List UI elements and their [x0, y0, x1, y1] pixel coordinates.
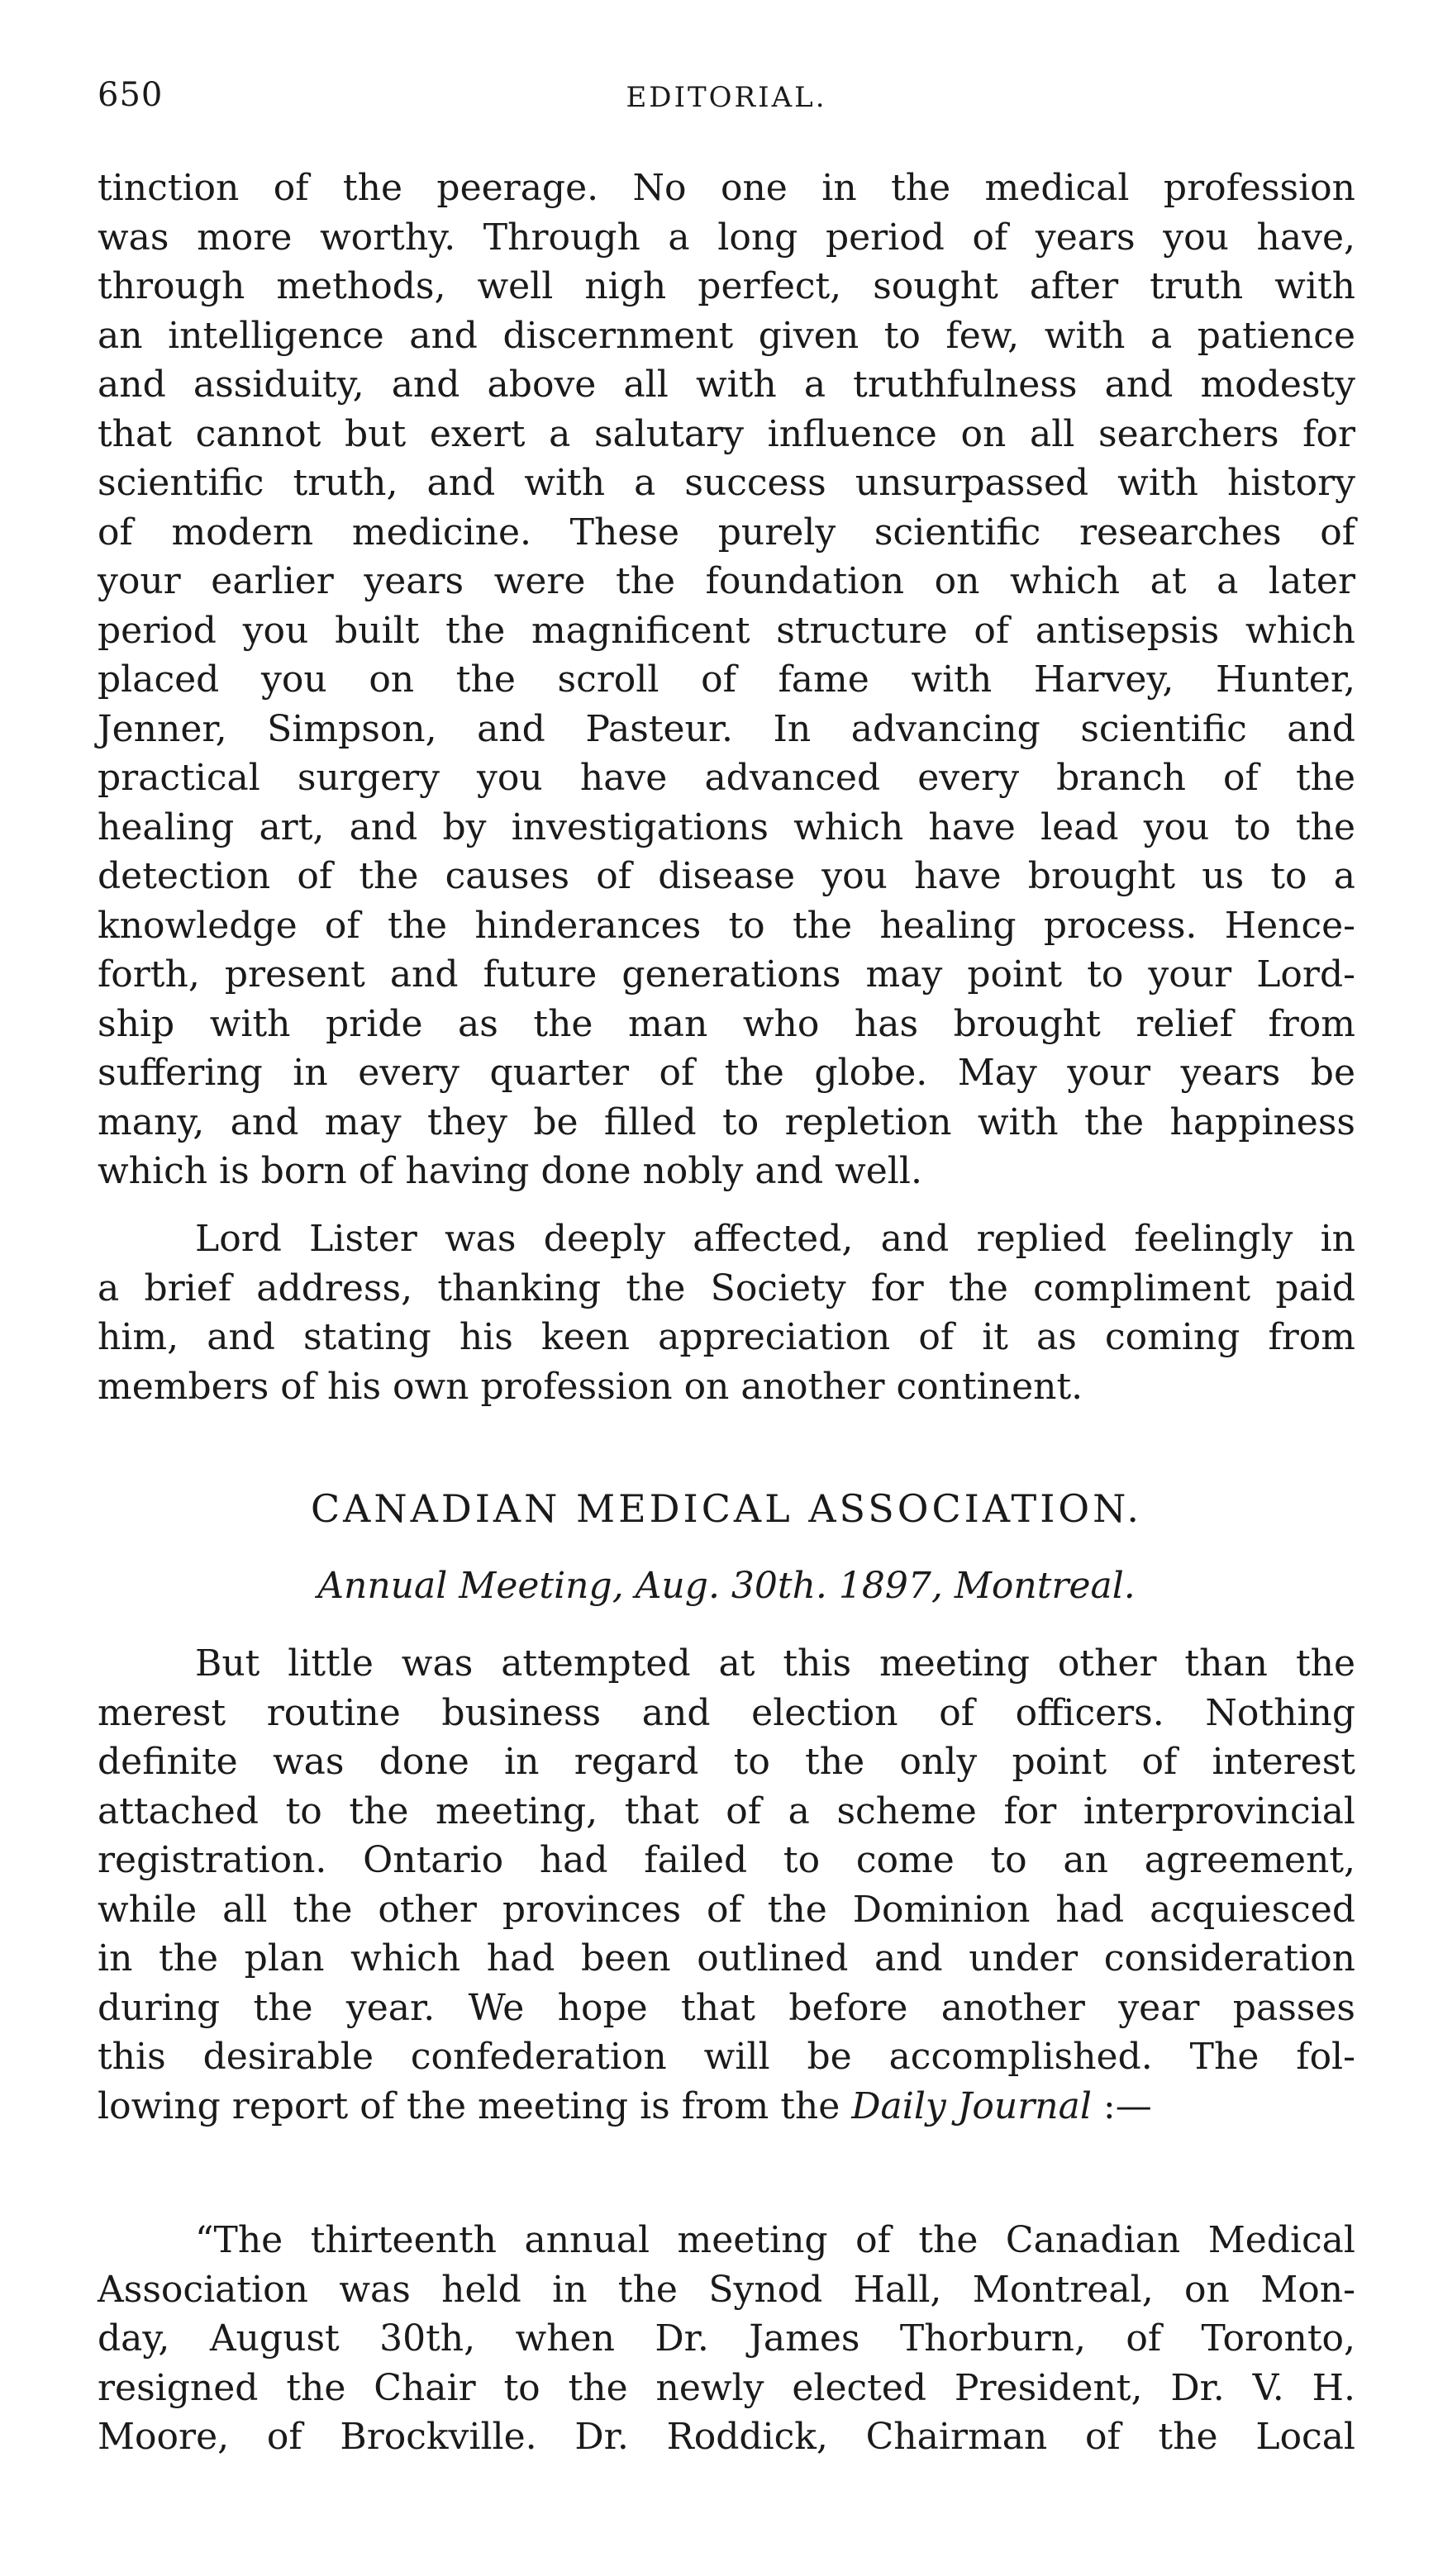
- text-line: this desirable confederation will be accomplished. The fol-: [98, 2036, 1355, 2078]
- text-line: definite was done in regard to the only point of interest: [98, 1741, 1355, 1783]
- page-number: 650: [98, 76, 164, 114]
- paragraph-2: [98, 1214, 1355, 1411]
- text-line: Jenner, Simpson, and Pasteur. In advancing scientific and: [98, 707, 1355, 750]
- text-line: registration. Ontario had failed to come to an agreement,: [98, 1839, 1355, 1881]
- text-line: scientific truth, and with a success unsurpassed with history: [98, 462, 1355, 504]
- text-line: day, August 30th, when Dr. James Thorburn, of Toronto,: [98, 2317, 1355, 2360]
- running-head: EDITORIAL.: [626, 81, 827, 114]
- text-line: your earlier years were the foundation on which at a later: [98, 560, 1355, 602]
- text-line: suffering in every quarter of the globe. May your years be: [98, 1052, 1355, 1094]
- text-line: a brief address, thanking the Society for the compliment paid: [98, 1267, 1355, 1309]
- text-line: him, and stating his keen appreciation of it as coming from: [98, 1316, 1355, 1358]
- text-line: which is born of having done nobly and well.: [98, 1150, 922, 1192]
- text-run: :—: [1091, 2084, 1152, 2127]
- text-line: during the year. We hope that before another year passes: [98, 1986, 1355, 2029]
- text-line: Moore, of Brockville. Dr. Roddick, Chairman of the Local: [98, 2416, 1355, 2458]
- text-line: practical surgery you have advanced every branch of the: [98, 757, 1355, 799]
- text-line: placed you on the scroll of fame with Harvey, Hunter,: [98, 658, 1355, 701]
- text-line: of modern medicine. These purely scientific researches of: [98, 511, 1355, 554]
- text-line: Lord Lister was deeply affected, and replied feelingly in: [195, 1218, 1355, 1260]
- text-line: Association was held in the Synod Hall, Montreal, on Mon-: [98, 2268, 1355, 2311]
- text-line: “The thirteenth annual meeting of the Canadian Medical: [195, 2219, 1355, 2261]
- text-line: resigned the Chair to the newly elected President, Dr. V. H.: [98, 2366, 1355, 2409]
- paragraph-1: [98, 164, 1355, 1196]
- text-line: knowledge of the hinderances to the healing process. Hence-: [98, 904, 1355, 947]
- text-line: members of his own profession on another continent.: [98, 1365, 1083, 1408]
- paragraph-4: [98, 2216, 1355, 2462]
- text-line: in the plan which had been outlined and under consideration: [98, 1937, 1355, 1980]
- text-run: lowing report of the meeting is from the: [98, 2084, 852, 2127]
- text-line: was more worthy. Through a long period of years you have,: [98, 216, 1355, 259]
- text-line: period you built the magnificent structure of antisepsis which: [98, 609, 1355, 652]
- text-line: tinction of the peerage. No one in the medical profession: [98, 167, 1355, 209]
- text-line: detection of the causes of disease you have brought us to a: [98, 855, 1355, 897]
- text-line: forth, present and future generations may point to your Lord-: [98, 953, 1355, 996]
- text-line: an intelligence and discernment given to few, with a patience: [98, 314, 1355, 357]
- text-line: merest routine business and election of officers. Nothing: [98, 1691, 1355, 1734]
- journal-title: Daily Journal: [851, 2084, 1092, 2127]
- text-line: through methods, well nigh perfect, sought after truth with: [98, 265, 1355, 307]
- text-line: attached to the meeting, that of a scheme for interprovincial: [98, 1789, 1355, 1832]
- text-line: [98, 2082, 1355, 2132]
- section-subheading: Annual Meeting, Aug. 30th. 1897, Montreal.: [317, 1565, 1136, 1607]
- section-heading: CANADIAN MEDICAL ASSOCIATION.: [310, 1486, 1143, 1531]
- text-line: and assiduity, and above all with a truthfulness and modesty: [98, 364, 1355, 406]
- page-header: [98, 76, 1355, 126]
- text-line: that cannot but exert a salutary influence on all searchers for: [98, 412, 1355, 455]
- text-line: while all the other provinces of the Dominion had acquiesced: [98, 1888, 1355, 1931]
- text-line: many, and may they be filled to repletion with the happiness: [98, 1100, 1355, 1143]
- text-line: ship with pride as the man who has brought relief from: [98, 1002, 1355, 1045]
- text-line: healing art, and by investigations which have lead you to the: [98, 806, 1355, 848]
- paragraph-3: [98, 1639, 1355, 2131]
- text-line: But little was attempted at this meeting other than the: [195, 1642, 1355, 1685]
